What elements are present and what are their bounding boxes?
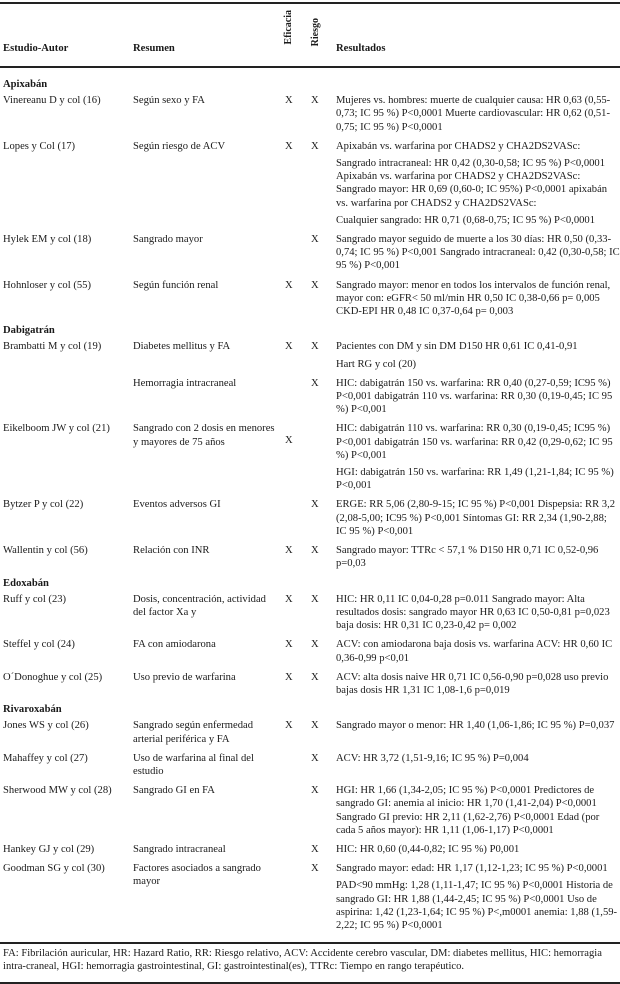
table-body — [0, 68, 620, 942]
summary-cell: Sangrado mayor — [133, 234, 203, 246]
table-row — [0, 94, 620, 134]
efficacy-mark: X — [285, 593, 293, 605]
results-paragraph: Sangrado mayor: edad: HR 1,17 (1,12-1,23; IC 95 %) P<0,0001 — [336, 863, 608, 875]
results-paragraph: Sangrado mayor: TTRc < 57,1 % D150 HR 0,71 IC 0,52-0,96 p=0,03 — [336, 545, 599, 570]
author-cell: Brambatti M y col (19) — [3, 341, 102, 353]
author-cell: Jones WS y col (26) — [3, 720, 89, 732]
efficacy-mark — [282, 498, 308, 538]
author-cell: Sherwood MW y col (28) — [3, 785, 112, 797]
table-row — [0, 233, 620, 273]
results-paragraph: HIC: dabigatrán 110 vs. warfarina: RR 0,30 (0,19-0,45; IC95 %) P<0,001 dabigatrán 150 vs. warfarina: RR 0,42 (0,29-0,62; IC 95 %) P<0,001 — [336, 423, 613, 461]
author-cell: Wallentin y col (56) — [3, 545, 88, 557]
summary-cell: Uso de warfarina al final del estudio — [133, 752, 254, 777]
efficacy-mark: X — [285, 639, 293, 651]
summary-cell: Uso previo de warfarina — [133, 671, 236, 683]
results-cell — [336, 233, 620, 273]
table-row — [0, 279, 620, 319]
summary-cell: Relación con INR — [133, 545, 210, 557]
summary-cell: Sangrado según enfermedad arterial periférica y FA — [133, 720, 254, 745]
risk-mark: X — [311, 499, 319, 511]
summary-cell: Según riesgo de ACV — [133, 140, 226, 152]
summary-cell: Sangrado GI en FA — [133, 785, 215, 797]
table-row — [0, 498, 620, 538]
summary-cell: Sangrado intracraneal — [133, 843, 226, 855]
bottom-rule — [0, 982, 620, 984]
risk-mark: X — [311, 279, 319, 291]
efficacy-mark — [282, 752, 308, 778]
header-results: Resultados — [336, 43, 386, 54]
author-cell: Bytzer P y col (22) — [3, 499, 84, 511]
summary-cell: FA con amiodarona — [133, 639, 216, 651]
table-row — [0, 422, 620, 492]
section-heading: Apixabán — [3, 79, 48, 90]
header-author: Estudio-Autor — [3, 43, 69, 54]
results-paragraph: ACV: con amiodarona baja dosis vs. warfarina ACV: HR 0,60 IC 0,36-0,99 p<0,01 — [336, 639, 613, 664]
author-cell: Hylek EM y col (18) — [3, 234, 92, 246]
table-row — [0, 719, 620, 745]
footnote: FA: Fibrilación auricular, HR: Hazard Ratio, RR: Riesgo relativo, ACV: Accidente cerebro vascular, DM: diabetes mellitus, HIC: hemorragia intra-craneal, HGI: hemorragia gastrointestinal, GI: gastrointestinal(es), TTRc: Tiempo en rango terapéutico. — [3, 948, 602, 973]
efficacy-mark: X — [285, 95, 293, 107]
efficacy-mark: X — [285, 720, 293, 732]
results-cell — [336, 593, 620, 633]
risk-mark: X — [311, 639, 319, 651]
summary-cell: Hemorragia intracraneal — [133, 377, 237, 389]
results-cell — [336, 340, 620, 370]
results-cell — [336, 94, 620, 134]
results-paragraph: Cualquier sangrado: HR 0,71 (0,68-0,75; IC 95 %) P<0,0001 — [336, 214, 596, 226]
risk-mark: X — [311, 341, 319, 353]
risk-mark: X — [311, 671, 319, 683]
results-cell — [336, 638, 620, 664]
results-paragraph: HIC: HR 0,11 IC 0,04-0,28 p=0.011 Sangrado mayor: Alta resultados dosis: sangrado mayor HR 0,63 IC 0,50-0,81 p=0,023 baja dosis: HR 0,31 IC 0,23-0,42 p= 0,002 — [336, 593, 610, 632]
author-cell: Lopes y Col (17) — [3, 140, 76, 152]
results-paragraph: PAD<90 mmHg: 1,28 (1,11-1,47; IC 95 %) P<0,0001 Historia de sangrado GI: HR 1,88 (1,44-2,45; IC 95 %) P<0,0001 Uso de aspirina: 1,42 (1,23-1,64; IC 95 %) P<,m0001 anemia: 1,88 (1,59-2,22; IC 95 %) P<0,0001 — [336, 880, 618, 931]
results-paragraph: Pacientes con DM y sin DM D150 HR 0,61 IC 0,41-0,91 — [336, 341, 578, 353]
summary-cell: Diabetes mellitus y FA — [133, 341, 231, 353]
results-cell — [336, 784, 620, 837]
risk-mark: X — [311, 234, 319, 246]
results-paragraph: Sangrado mayor: menor en todos los intervalos de función renal, mayor con: eGFR< 50 ml/min HR 0,50 IC 0,38-0,66 p= 0,005 CKD-EPI HR 0,48 IC 0,37-0,64 p= 0,003 — [336, 279, 611, 318]
table-row — [0, 862, 620, 932]
results-paragraph: Sangrado intracraneal: HR 0,42 (0,30-0,58; IC 95 %) P<0,0001 Apixabán vs. warfarina por CHADS2 y CHA2DS2VASc: Sangrado mayor: HR 0,69 (0,60-0; IC 95%) P<0,0001 apixabán vs. warfarina por CHADS2 y CHA2DS2VASc: — [336, 158, 608, 209]
results-paragraph: Mujeres vs. hombres: muerte de cualquier causa: HR 0,63 (0,55-0,73; IC 95 %) P<0,0001 Muerte cardiovascular: HR 0,62 (0,51-0,75; IC 95 %) P<0,0001 — [336, 95, 611, 133]
header-summary: Resumen — [133, 43, 175, 54]
risk-mark: X — [311, 377, 319, 389]
efficacy-mark: X — [285, 545, 293, 557]
results-paragraph: ACV: alta dosis naive HR 0,71 IC 0,56-0,90 p=0,028 uso previo bajas dosis HR 1,31 IC 1,08-1,6 p=0,019 — [336, 671, 609, 696]
results-cell — [336, 671, 620, 697]
table-row — [0, 671, 620, 697]
results-paragraph: ERGE: RR 5,06 (2,80-9-15; IC 95 %) P<0,001 Dispepsia: RR 3,2 (2,08-5,00; IC95 %) P<0,001 Síntomas GI: RR 2,34 (1,90-2,88; IC 95 %) P<0,001 — [336, 499, 616, 537]
efficacy-mark: X — [285, 279, 293, 291]
efficacy-mark: X — [285, 140, 293, 152]
section-heading: Dabigatrán — [3, 325, 55, 337]
risk-mark: X — [311, 545, 319, 557]
efficacy-mark — [282, 377, 308, 417]
summary-cell: Factores asociados a sangrado mayor — [133, 863, 261, 888]
risk-mark: X — [311, 843, 319, 855]
summary-cell: Sangrado con 2 dosis en menores y mayores de 75 años — [133, 423, 275, 448]
efficacy-mark: X — [285, 671, 293, 683]
results-cell — [336, 843, 620, 856]
table-row — [0, 593, 620, 633]
results-cell — [336, 377, 620, 417]
risk-mark: X — [311, 863, 319, 875]
risk-mark: X — [311, 752, 319, 764]
summary-cell: Dosis, concentración, actividad del factor Xa y — [133, 593, 266, 618]
results-paragraph: HIC: HR 0,60 (0,44-0,82; IC 95 %) P0,001 — [336, 843, 520, 855]
results-paragraph: Sangrado mayor seguido de muerte a los 30 días: HR 0,50 (0,33-0,74; IC 95 %) P<0,001 Sangrado intracraneal: 0,42 (0,30-0,58; IC 95 %) P<0,001 — [336, 234, 620, 272]
table-row — [0, 752, 620, 778]
efficacy-mark — [282, 862, 308, 932]
table-row — [0, 638, 620, 664]
author-cell: Vinereanu D y col (16) — [3, 95, 101, 107]
results-cell — [336, 498, 620, 538]
results-cell — [336, 279, 620, 319]
summary-cell: Según sexo y FA — [133, 95, 205, 107]
section-heading: Rivaroxabán — [3, 704, 62, 716]
results-paragraph: Hart RG y col (20) — [336, 358, 417, 370]
risk-mark: X — [311, 593, 319, 605]
author-cell: Ruff y col (23) — [3, 593, 67, 605]
table-row — [0, 843, 620, 856]
risk-mark: X — [311, 785, 319, 797]
efficacy-mark — [282, 843, 308, 856]
author-cell: Hankey GJ y col (29) — [3, 843, 95, 855]
risk-mark — [308, 422, 336, 492]
results-paragraph: HGI: HR 1,66 (1,34-2,05; IC 95 %) P<0,0001 Predictores de sangrado GI: anemia al inicio: HR 1,70 (1,41-2,04) P<0,0001 Sangrado GI previo: HR 2,11 (1,62-2,76) P<0,0001 Edad (por cada 5 años mayor): HR 1,11 (1,06-1,17) P<0,0001 — [336, 785, 600, 836]
header-efficacy: Eficacia — [283, 10, 294, 45]
risk-mark: X — [311, 140, 319, 152]
author-cell: O´Donoghue y col (25) — [3, 671, 103, 683]
results-cell — [336, 752, 620, 778]
results-paragraph: Apixabán vs. warfarina por CHADS2 y CHA2DS2VASc: — [336, 140, 581, 152]
table-row — [0, 340, 620, 370]
results-paragraph: HGI: dabigatrán 150 vs. warfarina: RR 1,49 (1,21-1,84; IC 95 %) P<0,001 — [336, 467, 614, 492]
header-risk: Riesgo — [310, 18, 321, 47]
author-cell: Eikelboom JW y col (21) — [3, 423, 110, 435]
table-row — [0, 140, 620, 227]
results-cell — [336, 862, 620, 932]
results-cell — [336, 422, 620, 492]
results-cell — [336, 140, 620, 227]
efficacy-mark — [282, 784, 308, 837]
results-cell — [336, 544, 620, 570]
results-paragraph: Sangrado mayor o menor: HR 1,40 (1,06-1,86; IC 95 %) P=0,037 — [336, 720, 615, 732]
author-cell: Hohnloser y col (55) — [3, 279, 91, 291]
author-cell: Mahaffey y col (27) — [3, 752, 88, 764]
risk-mark: X — [311, 720, 319, 732]
efficacy-mark — [282, 233, 308, 273]
table-row — [0, 377, 620, 417]
summary-cell: Eventos adversos GI — [133, 499, 221, 511]
table-row — [0, 784, 620, 837]
risk-mark: X — [311, 95, 319, 107]
table-header — [0, 4, 620, 66]
efficacy-mark: X — [285, 341, 293, 353]
results-paragraph: HIC: dabigatrán 150 vs. warfarina: RR 0,40 (0,27-0,59; IC95 %) P<0,001 dabigatrán 110 vs. warfarina: RR 0,30 (0,19-0,45; IC 95 %) P<0,001 — [336, 377, 613, 416]
efficacy-mark: X — [285, 435, 293, 447]
summary-cell: Según función renal — [133, 279, 219, 291]
author-cell — [3, 377, 133, 417]
section-heading: Edoxabán — [3, 577, 49, 589]
results-paragraph: ACV: HR 3,72 (1,51-9,16; IC 95 %) P=0,004 — [336, 752, 529, 764]
author-cell: Goodman SG y col (30) — [3, 863, 105, 875]
results-cell — [336, 719, 620, 745]
author-cell: Steffel y col (24) — [3, 639, 75, 651]
table-row — [0, 544, 620, 570]
